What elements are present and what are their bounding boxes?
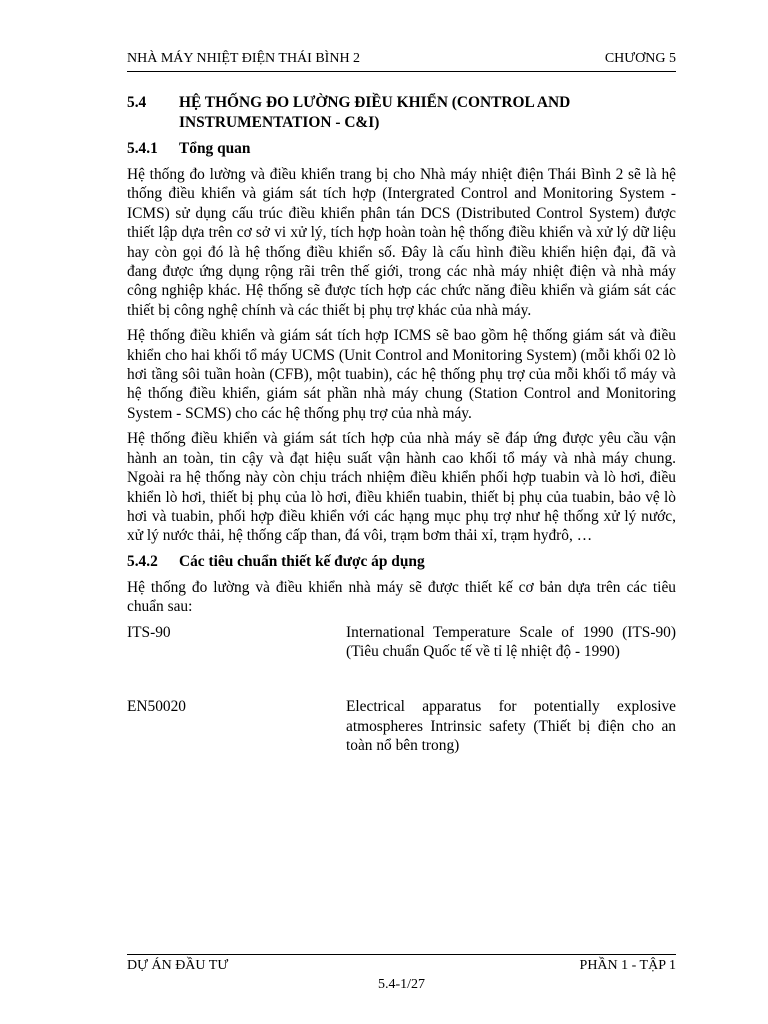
standard-code: EN50020 xyxy=(127,698,186,716)
standard-row xyxy=(127,697,676,755)
section-number: 5.4 xyxy=(127,94,147,111)
standard-description: International Temperature Scale of 1990 (ITS-90) (Tiêu chuẩn Quốc tế về tỉ lệ nhiệt độ - 1990) xyxy=(346,623,676,660)
header-left: NHÀ MÁY NHIỆT ĐIỆN THÁI BÌNH 2 xyxy=(127,51,361,66)
subsection-title-2: Các tiêu chuẩn thiết kế được áp dụng xyxy=(179,552,425,570)
subsection-number-1: 5.4.1 xyxy=(127,140,158,157)
paragraph-2: Hệ thống điều khiển và giám sát tích hợp ICMS sẽ bao gồm hệ thống giám sát và điều khiển cho hai khối tổ máy UCMS (Unit Control and Monitoring System) (mỗi khối 02 lò hơi tầng sôi tuần hoàn (CFB), một tuabin), các hệ thống phụ trợ của mỗi khối tổ máy và hệ thống điều khiển, giám sát phần nhà máy chung (Station Control and Monitoring System - SCMS) cho các hệ thống phụ trợ của nhà máy. xyxy=(127,327,676,422)
page-header xyxy=(127,50,676,72)
footer-left: DỰ ÁN ĐẦU TƯ xyxy=(127,958,229,973)
subsection-heading-2 xyxy=(127,552,676,572)
paragraph-1: Hệ thống đo lường và điều khiển trang bị cho Nhà máy nhiệt điện Thái Bình 2 sẽ là hệ thống điều khiển và giám sát tích hợp (Intergrated Control and Monitoring System - ICMS) sử dụng cấu trúc điều khiển phân tán DCS (Distributed Control System) được thiết lập dựa trên cơ sở vi xử lý, tích hợp hoàn toàn hệ thống điều khiển và xử lý dữ liệu hay còn gọi đó là hệ thống điều khiển số. Đây là cấu hình điều khiển hiện đại, đã và đang được ứng dụng rộng rãi trên thế giới, trong các nhà máy nhiệt điện và nhà máy công nghiệp khác. Hệ thống sẽ được tích hợp các chức năng điều khiển và giám sát các thiết bị công nghệ chính và các thiết bị phụ trợ khác của nhà máy. xyxy=(127,166,676,319)
section-title: HỆ THỐNG ĐO LƯỜNG ĐIỀU KHIỂN (CONTROL AND INSTRUMENTATION - C&I) xyxy=(179,94,571,131)
subsection-number-2: 5.4.2 xyxy=(127,552,158,570)
subsection-title-1: Tổng quan xyxy=(179,140,251,157)
paragraph-3: Hệ thống điều khiển và giám sát tích hợp của nhà máy sẽ đáp ứng được yêu cầu vận hành an toàn, tin cậy và đạt hiệu suất vận hành cao khối tổ máy và nhà máy chung. Ngoài ra hệ thống này còn chịu trách nhiệm điều khiển phối hợp tuabin và lò hơi, điều khiển lò hơi, thiết bị phụ của lò hơi, điều khiển tuabin, thiết bị phụ của tuabin, bảo vệ lò hơi và tuabin, phối hợp điều khiển với các hạng mục phụ trợ như hệ thống xử lý nước, xử lý nước thải, hệ thống cấp than, đá vôi, trạm bơm thải xỉ, trạm hyđrô, … xyxy=(127,430,676,545)
standard-row xyxy=(127,623,676,662)
standard-code: ITS-90 xyxy=(127,623,171,641)
standard-description: Electrical apparatus for potentially explosive atmospheres Intrinsic safety (Thiết bị điện cho an toàn nổ bên trong) xyxy=(346,698,676,755)
subsection-heading-1 xyxy=(127,139,676,159)
document-body xyxy=(127,93,676,762)
standards-intro: Hệ thống đo lường và điều khiển nhà máy sẽ được thiết kế cơ bản dựa trên các tiêu chuẩn sau: xyxy=(127,578,676,616)
footer-right: PHẦN 1 - TẬP 1 xyxy=(579,958,676,973)
page-footer xyxy=(127,954,676,994)
page-number: 5.4-1/27 xyxy=(377,977,426,992)
header-right: CHƯƠNG 5 xyxy=(604,51,676,66)
section-heading xyxy=(127,93,676,133)
